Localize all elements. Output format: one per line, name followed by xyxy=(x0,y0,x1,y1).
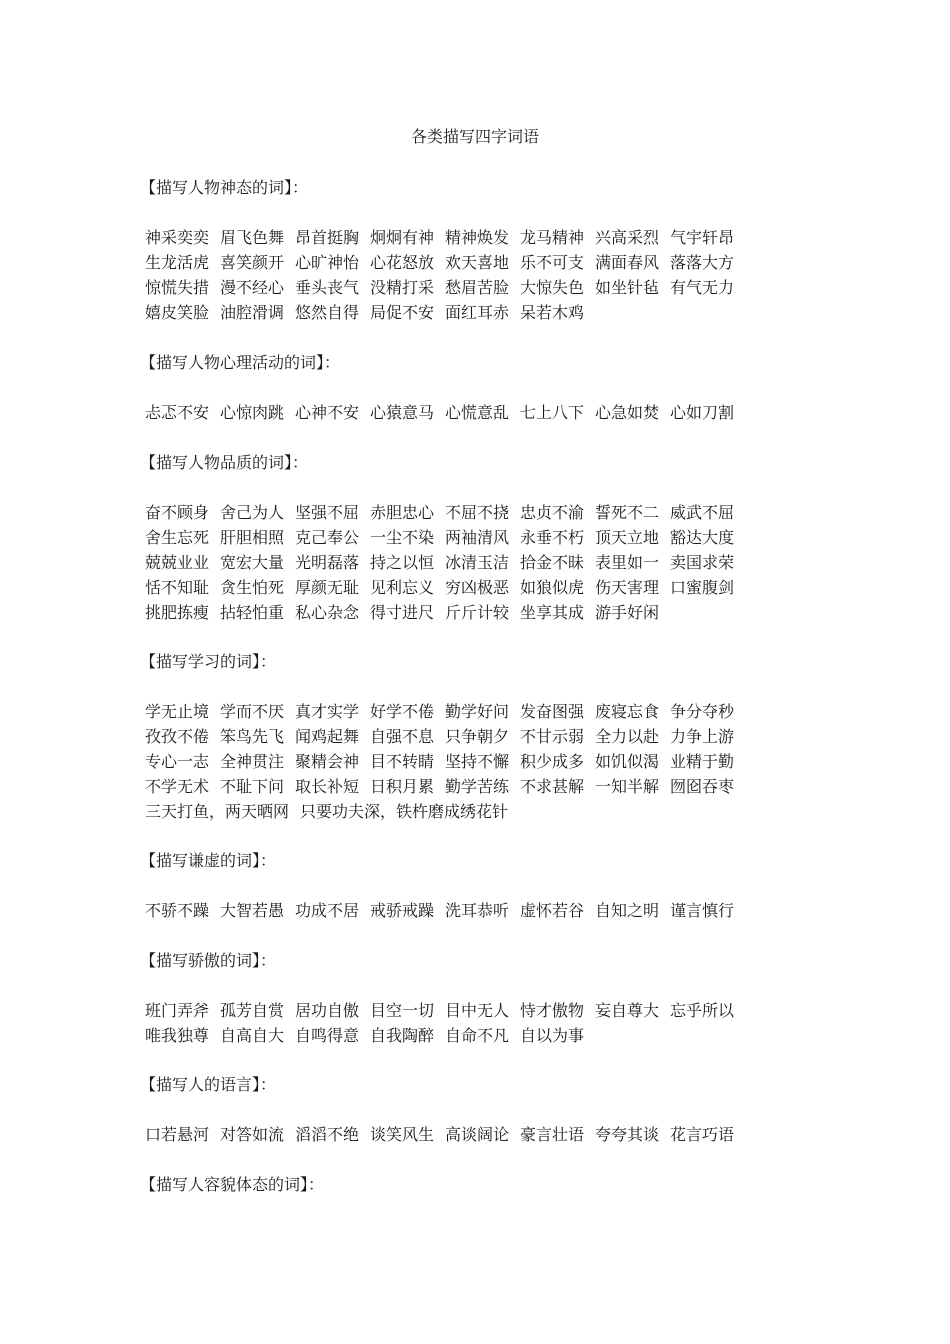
idiom-word: 自知之明 xyxy=(595,901,660,920)
word-line xyxy=(145,1124,745,1146)
idiom-word: 一知半解 xyxy=(595,777,660,796)
idiom-word: 嬉皮笑脸 xyxy=(145,303,210,322)
idiom-word: 妄自尊大 xyxy=(595,1001,660,1020)
idiom-word: 功成不居 xyxy=(295,901,360,920)
idiom-word: 业精于勤 xyxy=(670,752,735,771)
idiom-word: 孜孜不倦 xyxy=(145,727,210,746)
idiom-word: 聚精会神 xyxy=(295,752,360,771)
idiom-word: 目空一切 xyxy=(370,1001,435,1020)
idiom-word: 不骄不躁 xyxy=(145,901,210,920)
idiom-word: 勤学苦练 xyxy=(445,777,510,796)
section-heading: 【描写人的语言】： xyxy=(140,1075,277,1094)
idiom-word: 持之以恒 xyxy=(370,553,435,572)
idiom-word: 好学不倦 xyxy=(370,702,435,721)
idiom-word: 忐忑不安 xyxy=(145,403,210,422)
word-line xyxy=(145,252,745,274)
idiom-word: 乐不可支 xyxy=(520,253,585,272)
idiom-word: 对答如流 xyxy=(220,1125,285,1144)
idiom-word: 誓死不二 xyxy=(595,503,660,522)
idiom-word: 斤斤计较 xyxy=(445,603,510,622)
idiom-word: 只要功夫深，铁杵磨成绣花针 xyxy=(300,802,509,821)
idiom-word: 争分夺秒 xyxy=(670,702,735,721)
idiom-word: 拾金不昧 xyxy=(520,553,585,572)
idiom-word: 孤芳自赏 xyxy=(220,1001,285,1020)
section-heading: 【描写谦虚的词】： xyxy=(140,851,277,870)
idiom-word: 穷凶极恶 xyxy=(445,578,510,597)
idiom-word: 见利忘义 xyxy=(370,578,435,597)
section-heading: 【描写人物神态的词】： xyxy=(140,178,309,197)
idiom-word: 闻鸡起舞 xyxy=(295,727,360,746)
idiom-word: 拈轻怕重 xyxy=(220,603,285,622)
idiom-word: 目中无人 xyxy=(445,1001,510,1020)
idiom-word: 贪生怕死 xyxy=(220,578,285,597)
idiom-word: 垂头丧气 xyxy=(295,278,360,297)
idiom-word: 豁达大度 xyxy=(670,528,735,547)
idiom-word: 舍己为人 xyxy=(220,503,285,522)
idiom-word: 宽宏大量 xyxy=(220,553,285,572)
idiom-word: 七上八下 xyxy=(520,403,585,422)
idiom-word: 戒骄戒躁 xyxy=(370,901,435,920)
idiom-word: 神采奕奕 xyxy=(145,228,210,247)
idiom-word: 肝胆相照 xyxy=(220,528,285,547)
idiom-word: 游手好闲 xyxy=(595,603,660,622)
idiom-word: 局促不安 xyxy=(370,303,435,322)
idiom-word: 私心杂念 xyxy=(295,603,360,622)
idiom-word: 光明磊落 xyxy=(295,553,360,572)
idiom-word: 不耻下问 xyxy=(220,777,285,796)
section-heading: 【描写学习的词】： xyxy=(140,652,277,671)
idiom-word: 满面春风 xyxy=(595,253,660,272)
idiom-word: 威武不屈 xyxy=(670,503,735,522)
idiom-word: 三天打鱼，两天晒网 xyxy=(145,802,290,821)
word-line xyxy=(145,502,745,524)
section-heading: 【描写人物心理活动的词】： xyxy=(140,353,341,372)
idiom-word: 居功自傲 xyxy=(295,1001,360,1020)
idiom-word: 大智若愚 xyxy=(220,901,285,920)
idiom-word: 一尘不染 xyxy=(370,528,435,547)
idiom-word: 不学无术 xyxy=(145,777,210,796)
idiom-word: 专心一志 xyxy=(145,752,210,771)
word-line xyxy=(145,726,745,748)
word-line xyxy=(145,302,595,324)
word-line xyxy=(145,751,745,773)
idiom-word: 口蜜腹剑 xyxy=(670,578,735,597)
idiom-word: 勤学好问 xyxy=(445,702,510,721)
idiom-word: 得寸进尺 xyxy=(370,603,435,622)
idiom-word: 学而不厌 xyxy=(220,702,285,721)
idiom-word: 愁眉苦脸 xyxy=(445,278,510,297)
idiom-word: 心慌意乱 xyxy=(445,403,510,422)
word-line xyxy=(145,577,745,599)
idiom-word: 赤胆忠心 xyxy=(370,503,435,522)
idiom-word: 欢天喜地 xyxy=(445,253,510,272)
word-line xyxy=(145,227,745,249)
idiom-word: 挑肥拣瘦 xyxy=(145,603,210,622)
idiom-word: 日积月累 xyxy=(370,777,435,796)
idiom-word: 口若悬河 xyxy=(145,1125,210,1144)
idiom-word: 坐享其成 xyxy=(520,603,585,622)
idiom-word: 自鸣得意 xyxy=(295,1026,360,1045)
idiom-word: 忠贞不渝 xyxy=(520,503,585,522)
idiom-word: 奋不顾身 xyxy=(145,503,210,522)
idiom-word: 滔滔不绝 xyxy=(295,1125,360,1144)
idiom-word: 自高自大 xyxy=(220,1026,285,1045)
idiom-word: 眉飞色舞 xyxy=(220,228,285,247)
word-line xyxy=(145,402,745,424)
idiom-word: 昂首挺胸 xyxy=(295,228,360,247)
idiom-word: 呆若木鸡 xyxy=(520,303,585,322)
idiom-word: 目不转睛 xyxy=(370,752,435,771)
idiom-word: 精神焕发 xyxy=(445,228,510,247)
idiom-word: 惊慌失措 xyxy=(145,278,210,297)
idiom-word: 不求甚解 xyxy=(520,777,585,796)
idiom-word: 学无止境 xyxy=(145,702,210,721)
idiom-word: 花言巧语 xyxy=(670,1125,735,1144)
word-line xyxy=(145,701,745,723)
idiom-word: 顶天立地 xyxy=(595,528,660,547)
idiom-word: 自强不息 xyxy=(370,727,435,746)
idiom-word: 兢兢业业 xyxy=(145,553,210,572)
idiom-word: 豪言壮语 xyxy=(520,1125,585,1144)
idiom-word: 有气无力 xyxy=(670,278,735,297)
idiom-word: 如坐针毡 xyxy=(595,278,660,297)
idiom-word: 全神贯注 xyxy=(220,752,285,771)
idiom-word: 谨言慎行 xyxy=(670,901,735,920)
document-title: 各类描写四字词语 xyxy=(410,127,539,146)
idiom-word: 废寝忘食 xyxy=(595,702,660,721)
idiom-word: 悠然自得 xyxy=(295,303,360,322)
idiom-word: 力争上游 xyxy=(670,727,735,746)
idiom-word: 炯炯有神 xyxy=(370,228,435,247)
idiom-word: 只争朝夕 xyxy=(445,727,510,746)
idiom-word: 全力以赴 xyxy=(595,727,660,746)
idiom-word: 坚持不懈 xyxy=(445,752,510,771)
idiom-word: 心急如焚 xyxy=(595,403,660,422)
word-line xyxy=(145,527,745,549)
word-line xyxy=(145,277,745,299)
idiom-word: 生龙活虎 xyxy=(145,253,210,272)
idiom-word: 如狼似虎 xyxy=(520,578,585,597)
section-heading: 【描写人容貌体态的词】： xyxy=(140,1175,325,1194)
idiom-word: 坚强不屈 xyxy=(295,503,360,522)
word-line xyxy=(145,900,745,922)
idiom-word: 落落大方 xyxy=(670,253,735,272)
section-heading: 【描写骄傲的词】： xyxy=(140,951,277,970)
idiom-word: 洗耳恭听 xyxy=(445,901,510,920)
idiom-word: 冰清玉洁 xyxy=(445,553,510,572)
idiom-word: 自命不凡 xyxy=(445,1026,510,1045)
idiom-word: 心惊肉跳 xyxy=(220,403,285,422)
idiom-word: 高谈阔论 xyxy=(445,1125,510,1144)
idiom-word: 克己奉公 xyxy=(295,528,360,547)
idiom-word: 谈笑风生 xyxy=(370,1125,435,1144)
idiom-word: 取长补短 xyxy=(295,777,360,796)
idiom-word: 夸夸其谈 xyxy=(595,1125,660,1144)
idiom-word: 自以为事 xyxy=(520,1026,585,1045)
idiom-word: 心花怒放 xyxy=(370,253,435,272)
idiom-word: 龙马精神 xyxy=(520,228,585,247)
idiom-word: 积少成多 xyxy=(520,752,585,771)
idiom-word: 不屈不挠 xyxy=(445,503,510,522)
idiom-word: 心神不安 xyxy=(295,403,360,422)
word-line xyxy=(145,552,745,574)
idiom-word: 恃才傲物 xyxy=(520,1001,585,1020)
idiom-word: 虚怀若谷 xyxy=(520,901,585,920)
idiom-word: 大惊失色 xyxy=(520,278,585,297)
idiom-word: 笨鸟先飞 xyxy=(220,727,285,746)
idiom-word: 厚颜无耻 xyxy=(295,578,360,597)
idiom-word: 不甘示弱 xyxy=(520,727,585,746)
idiom-word: 囫囵吞枣 xyxy=(670,777,735,796)
idiom-word: 卖国求荣 xyxy=(670,553,735,572)
idiom-word: 气宇轩昂 xyxy=(670,228,735,247)
idiom-word: 兴高采烈 xyxy=(595,228,660,247)
idiom-word: 表里如一 xyxy=(595,553,660,572)
idiom-word: 发奋图强 xyxy=(520,702,585,721)
idiom-word: 面红耳赤 xyxy=(445,303,510,322)
idiom-word: 唯我独尊 xyxy=(145,1026,210,1045)
idiom-word: 真才实学 xyxy=(295,702,360,721)
idiom-word: 永垂不朽 xyxy=(520,528,585,547)
word-line xyxy=(145,1025,595,1047)
idiom-word: 喜笑颜开 xyxy=(220,253,285,272)
section-heading: 【描写人物品质的词】： xyxy=(140,453,309,472)
word-line xyxy=(145,801,519,823)
idiom-word: 恬不知耻 xyxy=(145,578,210,597)
word-line xyxy=(145,1000,745,1022)
word-line xyxy=(145,776,745,798)
idiom-word: 两袖清风 xyxy=(445,528,510,547)
idiom-word: 心如刀割 xyxy=(670,403,735,422)
idiom-word: 如饥似渴 xyxy=(595,752,660,771)
idiom-word: 舍生忘死 xyxy=(145,528,210,547)
idiom-word: 没精打采 xyxy=(370,278,435,297)
idiom-word: 班门弄斧 xyxy=(145,1001,210,1020)
idiom-word: 油腔滑调 xyxy=(220,303,285,322)
idiom-word: 心旷神怡 xyxy=(295,253,360,272)
idiom-word: 忘乎所以 xyxy=(670,1001,735,1020)
idiom-word: 伤天害理 xyxy=(595,578,660,597)
idiom-word: 自我陶醉 xyxy=(370,1026,435,1045)
idiom-word: 心猿意马 xyxy=(370,403,435,422)
idiom-word: 漫不经心 xyxy=(220,278,285,297)
word-line xyxy=(145,602,670,624)
